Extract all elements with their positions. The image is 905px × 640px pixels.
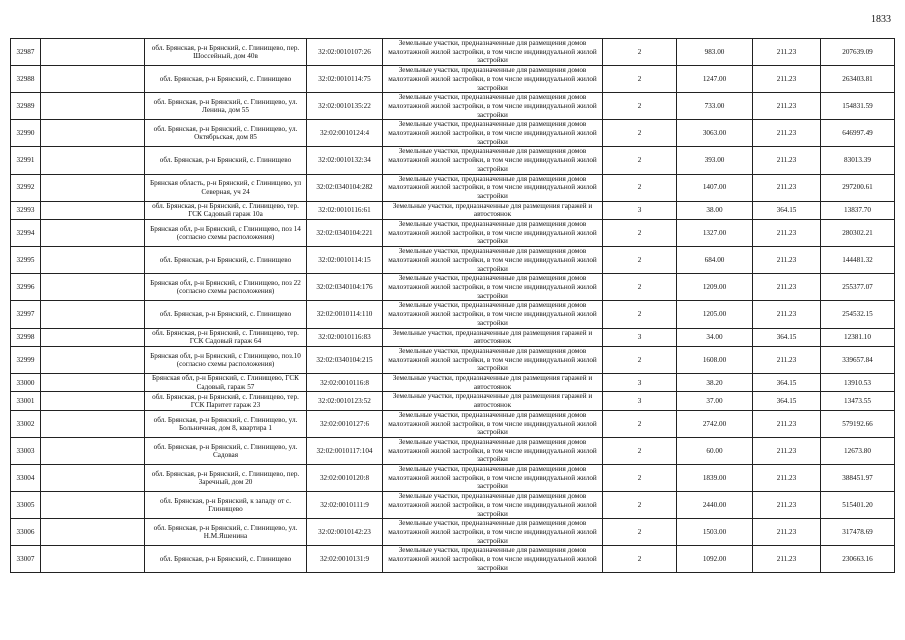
cadastral-number-cell: 32:02:0010123:52 [307, 392, 383, 410]
cadastral-value-cell: 13910.53 [821, 374, 895, 392]
land-use-cell: Земельные участки, предназначенные для размещения гаражей и автостоянок [383, 201, 603, 219]
cadastral-number-cell: 32:02:0010131:9 [307, 546, 383, 573]
land-use-cell: Земельные участки, предназначенные для размещения домов малоэтажной жилой застройки, в том числе индивидуальной жилой застройки [383, 346, 603, 373]
record-number-cell: 32992 [11, 174, 41, 201]
use-group-cell: 2 [603, 39, 677, 66]
table-row [11, 174, 895, 201]
use-group-cell: 3 [603, 328, 677, 346]
land-use-cell: Земельные участки, предназначенные для размещения домов малоэтажной жилой застройки, в том числе индивидуальной жилой застройки [383, 410, 603, 437]
blank-cell [41, 301, 145, 328]
specific-value-cell: 211.23 [753, 346, 821, 373]
table-row [11, 546, 895, 573]
cadastral-number-cell: 32:02:0010142:23 [307, 519, 383, 546]
record-number-cell: 32989 [11, 93, 41, 120]
area-cell: 1327.00 [677, 220, 753, 247]
record-number-cell: 32988 [11, 66, 41, 93]
use-group-cell: 2 [603, 120, 677, 147]
blank-cell [41, 220, 145, 247]
blank-cell [41, 519, 145, 546]
specific-value-cell: 211.23 [753, 465, 821, 492]
specific-value-cell: 211.23 [753, 39, 821, 66]
area-cell: 393.00 [677, 147, 753, 174]
table-row [11, 392, 895, 410]
land-use-cell: Земельные участки, предназначенные для размещения домов малоэтажной жилой застройки, в том числе индивидуальной жилой застройки [383, 519, 603, 546]
use-group-cell: 2 [603, 174, 677, 201]
specific-value-cell: 211.23 [753, 274, 821, 301]
specific-value-cell: 211.23 [753, 66, 821, 93]
use-group-cell: 2 [603, 66, 677, 93]
specific-value-cell: 211.23 [753, 120, 821, 147]
address-cell: Брянская обл, р-н Брянский, с Глинищево, поз 22 (согласно схемы расположения) [145, 274, 307, 301]
address-cell: обл. Брянская, р-н Брянский, с. Глинищево, тер. ГСК Садовый гараж 10а [145, 201, 307, 219]
blank-cell [41, 66, 145, 93]
address-cell: обл. Брянская, р-н Брянский, с. Глинищево [145, 546, 307, 573]
record-number-cell: 33005 [11, 492, 41, 519]
land-use-cell: Земельные участки, предназначенные для размещения домов малоэтажной жилой застройки, в том числе индивидуальной жилой застройки [383, 465, 603, 492]
use-group-cell: 2 [603, 301, 677, 328]
cadastral-number-cell: 32:02:0010120:8 [307, 465, 383, 492]
record-number-cell: 33001 [11, 392, 41, 410]
specific-value-cell: 211.23 [753, 93, 821, 120]
land-use-cell: Земельные участки, предназначенные для размещения домов малоэтажной жилой застройки, в том числе индивидуальной жилой застройки [383, 174, 603, 201]
use-group-cell: 2 [603, 220, 677, 247]
area-cell: 1407.00 [677, 174, 753, 201]
land-use-cell: Земельные участки, предназначенные для размещения домов малоэтажной жилой застройки, в том числе индивидуальной жилой застройки [383, 220, 603, 247]
use-group-cell: 3 [603, 374, 677, 392]
specific-value-cell: 211.23 [753, 147, 821, 174]
cadastral-value-cell: 579192.66 [821, 410, 895, 437]
table-row [11, 120, 895, 147]
address-cell: обл. Брянская, р-н Брянский, с. Глинищево, тер. ГСК Паритет гараж 23 [145, 392, 307, 410]
blank-cell [41, 437, 145, 464]
specific-value-cell: 211.23 [753, 220, 821, 247]
address-cell: обл. Брянская, р-н Брянский, с. Глинищево, ул. Садовая [145, 437, 307, 464]
specific-value-cell: 211.23 [753, 301, 821, 328]
use-group-cell: 2 [603, 437, 677, 464]
land-use-cell: Земельные участки, предназначенные для размещения домов малоэтажной жилой застройки, в том числе индивидуальной жилой застройки [383, 492, 603, 519]
specific-value-cell: 211.23 [753, 247, 821, 274]
address-cell: Брянская область, р-н Брянский, с Глинищево, ул Северная, уч 24 [145, 174, 307, 201]
use-group-cell: 2 [603, 410, 677, 437]
specific-value-cell: 364.15 [753, 201, 821, 219]
cadastral-value-cell: 515401.20 [821, 492, 895, 519]
address-cell: обл. Брянская, р-н Брянский, с. Глинищево, ул. Октябрьская, дом 85 [145, 120, 307, 147]
blank-cell [41, 93, 145, 120]
cadastral-number-cell: 32:02:0340104:176 [307, 274, 383, 301]
blank-cell [41, 346, 145, 373]
table-row [11, 492, 895, 519]
blank-cell [41, 410, 145, 437]
record-number-cell: 33000 [11, 374, 41, 392]
table-row [11, 437, 895, 464]
cadastral-value-cell: 83013.39 [821, 147, 895, 174]
land-use-cell: Земельные участки, предназначенные для размещения домов малоэтажной жилой застройки, в том числе индивидуальной жилой застройки [383, 66, 603, 93]
blank-cell [41, 546, 145, 573]
cadastral-number-cell: 32:02:0010127:6 [307, 410, 383, 437]
area-cell: 34.00 [677, 328, 753, 346]
cadastral-value-cell: 280302.21 [821, 220, 895, 247]
cadastral-value-cell: 388451.97 [821, 465, 895, 492]
use-group-cell: 2 [603, 346, 677, 373]
cadastral-number-cell: 32:02:0010135:22 [307, 93, 383, 120]
land-use-cell: Земельные участки, предназначенные для размещения домов малоэтажной жилой застройки, в том числе индивидуальной жилой застройки [383, 301, 603, 328]
record-number-cell: 33007 [11, 546, 41, 573]
page-number: 1833 [871, 14, 891, 25]
area-cell: 1205.00 [677, 301, 753, 328]
land-use-cell: Земельные участки, предназначенные для размещения домов малоэтажной жилой застройки, в том числе индивидуальной жилой застройки [383, 39, 603, 66]
record-number-cell: 32990 [11, 120, 41, 147]
record-number-cell: 32997 [11, 301, 41, 328]
record-number-cell: 32996 [11, 274, 41, 301]
table-row [11, 410, 895, 437]
cadastral-number-cell: 32:02:0010107:26 [307, 39, 383, 66]
area-cell: 38.20 [677, 374, 753, 392]
table-row [11, 301, 895, 328]
area-cell: 1247.00 [677, 66, 753, 93]
area-cell: 733.00 [677, 93, 753, 120]
address-cell: обл. Брянская, р-н Брянский, с. Глинищево [145, 247, 307, 274]
area-cell: 37.00 [677, 392, 753, 410]
land-use-cell: Земельные участки, предназначенные для размещения домов малоэтажной жилой застройки, в том числе индивидуальной жилой застройки [383, 247, 603, 274]
blank-cell [41, 39, 145, 66]
table-row [11, 465, 895, 492]
address-cell: обл. Брянская, р-н Брянский, с. Глинищево [145, 301, 307, 328]
table-row [11, 374, 895, 392]
record-number-cell: 32999 [11, 346, 41, 373]
cadastral-number-cell: 32:02:0010116:8 [307, 374, 383, 392]
land-use-cell: Земельные участки, предназначенные для размещения гаражей и автостоянок [383, 374, 603, 392]
area-cell: 684.00 [677, 247, 753, 274]
area-cell: 3063.00 [677, 120, 753, 147]
table-row [11, 274, 895, 301]
address-cell: обл. Брянская, р-н Брянский, с. Глинищево, пер. Шоссейный, дом 40в [145, 39, 307, 66]
cadastral-value-cell: 12673.80 [821, 437, 895, 464]
cadastral-value-cell: 230663.16 [821, 546, 895, 573]
table-row [11, 220, 895, 247]
address-cell: обл. Брянская, р-н Брянский, с. Глинищево, пер. Заречный, дом 20 [145, 465, 307, 492]
use-group-cell: 2 [603, 492, 677, 519]
cadastral-value-cell: 254532.15 [821, 301, 895, 328]
area-cell: 2440.00 [677, 492, 753, 519]
blank-cell [41, 201, 145, 219]
record-number-cell: 32998 [11, 328, 41, 346]
land-use-cell: Земельные участки, предназначенные для размещения гаражей и автостоянок [383, 328, 603, 346]
blank-cell [41, 274, 145, 301]
address-cell: Брянская обл, р-н Брянский, с Глинищево, поз.10 (согласно схемы расположения) [145, 346, 307, 373]
cadastral-value-cell: 317478.69 [821, 519, 895, 546]
table-row [11, 346, 895, 373]
table-row [11, 519, 895, 546]
specific-value-cell: 364.15 [753, 328, 821, 346]
specific-value-cell: 364.15 [753, 374, 821, 392]
blank-cell [41, 247, 145, 274]
table-row [11, 201, 895, 219]
use-group-cell: 2 [603, 519, 677, 546]
use-group-cell: 2 [603, 93, 677, 120]
land-use-cell: Земельные участки, предназначенные для размещения домов малоэтажной жилой застройки, в том числе индивидуальной жилой застройки [383, 120, 603, 147]
area-cell: 2742.00 [677, 410, 753, 437]
record-number-cell: 32994 [11, 220, 41, 247]
cadastral-value-cell: 154831.59 [821, 93, 895, 120]
cadastral-number-cell: 32:02:0340104:221 [307, 220, 383, 247]
address-cell: обл. Брянская, р-н Брянский, с. Глинищево [145, 147, 307, 174]
specific-value-cell: 211.23 [753, 492, 821, 519]
address-cell: обл. Брянская, р-н Брянский, с. Глинищево, ул. Ленина, дом 55 [145, 93, 307, 120]
record-number-cell: 33002 [11, 410, 41, 437]
blank-cell [41, 147, 145, 174]
blank-cell [41, 328, 145, 346]
cadastral-number-cell: 32:02:0340104:282 [307, 174, 383, 201]
area-cell: 1209.00 [677, 274, 753, 301]
record-number-cell: 33004 [11, 465, 41, 492]
record-number-cell: 32987 [11, 39, 41, 66]
blank-cell [41, 465, 145, 492]
specific-value-cell: 364.15 [753, 392, 821, 410]
cadastral-number-cell: 32:02:0010132:34 [307, 147, 383, 174]
area-cell: 38.00 [677, 201, 753, 219]
record-number-cell: 32995 [11, 247, 41, 274]
area-cell: 1608.00 [677, 346, 753, 373]
specific-value-cell: 211.23 [753, 546, 821, 573]
area-cell: 1503.00 [677, 519, 753, 546]
cadastral-number-cell: 32:02:0340104:215 [307, 346, 383, 373]
cadastral-value-cell: 13837.70 [821, 201, 895, 219]
blank-cell [41, 374, 145, 392]
cadastral-number-cell: 32:02:0010116:83 [307, 328, 383, 346]
address-cell: Брянская обл, р-н Брянский, с. Глинищево, ГСК Садовый, гараж 57 [145, 374, 307, 392]
table-row [11, 328, 895, 346]
land-use-cell: Земельные участки, предназначенные для размещения домов малоэтажной жилой застройки, в том числе индивидуальной жилой застройки [383, 546, 603, 573]
cadastral-value-cell: 339657.84 [821, 346, 895, 373]
cadastral-value-cell: 263403.81 [821, 66, 895, 93]
land-use-cell: Земельные участки, предназначенные для размещения домов малоэтажной жилой застройки, в том числе индивидуальной жилой застройки [383, 93, 603, 120]
cadastral-number-cell: 32:02:0010114:75 [307, 66, 383, 93]
cadastral-value-cell: 12381.10 [821, 328, 895, 346]
use-group-cell: 3 [603, 392, 677, 410]
use-group-cell: 3 [603, 201, 677, 219]
cadastral-value-cell: 207639.09 [821, 39, 895, 66]
specific-value-cell: 211.23 [753, 174, 821, 201]
use-group-cell: 2 [603, 546, 677, 573]
use-group-cell: 2 [603, 465, 677, 492]
area-cell: 1839.00 [677, 465, 753, 492]
address-cell: обл. Брянская, р-н Брянский, с. Глинищево, ул. Больничная, дом 8, квартира 1 [145, 410, 307, 437]
cadastral-number-cell: 32:02:0010117:104 [307, 437, 383, 464]
cadastral-value-cell: 144481.32 [821, 247, 895, 274]
area-cell: 983.00 [677, 39, 753, 66]
table-row [11, 93, 895, 120]
address-cell: Брянская обл, р-н Брянский, с Глинищево, поз 14 (согласно схемы расположения) [145, 220, 307, 247]
specific-value-cell: 211.23 [753, 519, 821, 546]
blank-cell [41, 492, 145, 519]
cadastral-value-cell: 13473.55 [821, 392, 895, 410]
table-row [11, 39, 895, 66]
table-row [11, 66, 895, 93]
record-number-cell: 33006 [11, 519, 41, 546]
cadastral-value-cell: 297200.61 [821, 174, 895, 201]
record-number-cell: 32991 [11, 147, 41, 174]
land-use-cell: Земельные участки, предназначенные для размещения домов малоэтажной жилой застройки, в том числе индивидуальной жилой застройки [383, 274, 603, 301]
address-cell: обл. Брянская, р-н Брянский, с. Глинищево, ул. Н.М.Яшенина [145, 519, 307, 546]
blank-cell [41, 120, 145, 147]
blank-cell [41, 392, 145, 410]
blank-cell [41, 174, 145, 201]
area-cell: 1092.00 [677, 546, 753, 573]
table-row [11, 247, 895, 274]
cadastral-value-cell: 255377.07 [821, 274, 895, 301]
specific-value-cell: 211.23 [753, 437, 821, 464]
record-number-cell: 32993 [11, 201, 41, 219]
cadastral-number-cell: 32:02:0010124:4 [307, 120, 383, 147]
address-cell: обл. Брянская, р-н Брянский, к западу от с. Глинищево [145, 492, 307, 519]
cadastral-value-cell: 646997.49 [821, 120, 895, 147]
cadastral-value-table [10, 38, 895, 573]
address-cell: обл. Брянская, р-н Брянский, с. Глинищево, тер. ГСК Садовый гараж 64 [145, 328, 307, 346]
land-use-cell: Земельные участки, предназначенные для размещения домов малоэтажной жилой застройки, в том числе индивидуальной жилой застройки [383, 437, 603, 464]
use-group-cell: 2 [603, 247, 677, 274]
cadastral-number-cell: 32:02:0010114:15 [307, 247, 383, 274]
cadastral-number-cell: 32:02:0010116:61 [307, 201, 383, 219]
address-cell: обл. Брянская, р-н Брянский, с. Глинищево [145, 66, 307, 93]
table-row [11, 147, 895, 174]
specific-value-cell: 211.23 [753, 410, 821, 437]
table-body [11, 39, 895, 573]
record-number-cell: 33003 [11, 437, 41, 464]
land-use-cell: Земельные участки, предназначенные для размещения гаражей и автостоянок [383, 392, 603, 410]
cadastral-number-cell: 32:02:0010111:9 [307, 492, 383, 519]
use-group-cell: 2 [603, 274, 677, 301]
use-group-cell: 2 [603, 147, 677, 174]
area-cell: 60.00 [677, 437, 753, 464]
cadastral-number-cell: 32:02:0010114:110 [307, 301, 383, 328]
land-use-cell: Земельные участки, предназначенные для размещения домов малоэтажной жилой застройки, в том числе индивидуальной жилой застройки [383, 147, 603, 174]
